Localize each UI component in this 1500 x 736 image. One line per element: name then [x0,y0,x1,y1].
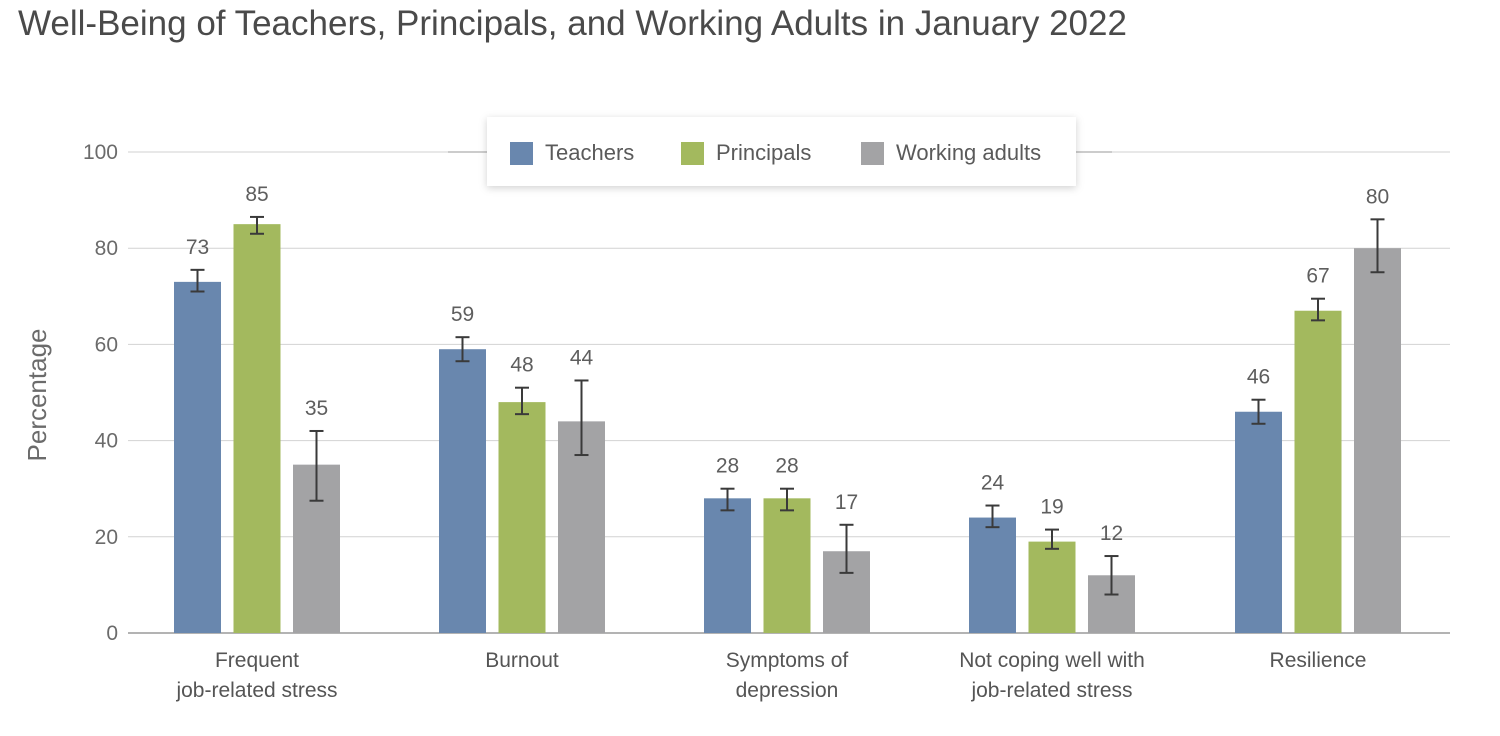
category-label-3: Not coping well with job-related stress [959,649,1145,702]
value-label-teachers-2: 28 [715,454,740,478]
value-label-working-adults-3: 12 [1099,522,1124,546]
value-label-teachers-3: 24 [980,471,1005,495]
y-tick-label-60: 60 [94,333,118,357]
value-label-working-adults-1: 44 [569,346,594,370]
bar-principals-2 [764,498,811,633]
value-label-working-adults-2: 17 [834,490,859,514]
category-label-2: Symptoms of depression [725,649,849,702]
legend-swatch-working-adults [861,142,884,165]
x-axis-category-labels [175,649,1366,702]
bar-teachers-2 [704,498,751,633]
category-label-1: Burnout [485,649,559,672]
value-label-principals-4: 67 [1306,264,1330,288]
chart-title: Well-Being of Teachers, Principals, and Working Adults in January 2022 [18,4,1127,43]
legend-label-working-adults: Working adults [896,140,1042,165]
bar-principals-0 [234,224,281,633]
value-label-working-adults-0: 35 [304,396,329,420]
value-label-principals-0: 85 [245,182,269,206]
bar-principals-4 [1295,311,1342,633]
legend-label-principals: Principals [716,140,812,165]
category-label-0: Frequent job-related stress [176,649,338,702]
value-label-working-adults-4: 80 [1365,185,1390,209]
bar-teachers-0 [174,282,221,633]
y-tick-label-80: 80 [94,237,118,261]
bar-principals-1 [499,402,546,633]
y-axis-ticks [83,141,118,645]
bar-teachers-1 [439,349,486,633]
bars [174,224,1401,633]
value-label-teachers-1: 59 [450,303,475,327]
bar-working-adults-4 [1354,248,1401,633]
y-tick-label-20: 20 [94,525,118,549]
legend-label-teachers: Teachers [545,140,635,165]
value-label-teachers-4: 46 [1246,365,1271,389]
legend [448,117,1112,186]
y-axis-label: Percentage [22,328,52,462]
value-label-principals-1: 48 [510,353,534,377]
y-tick-label-100: 100 [82,141,118,164]
y-tick-label-0: 0 [106,622,118,645]
legend-swatch-teachers [510,142,533,165]
bar-teachers-4 [1235,412,1282,633]
value-label-teachers-0: 73 [185,235,210,259]
category-label-4: Resilience [1269,649,1367,672]
legend-swatch-principals [681,142,704,165]
bar-teachers-3 [969,518,1016,633]
y-tick-label-40: 40 [94,429,118,453]
bar-principals-3 [1029,542,1076,633]
value-label-principals-3: 19 [1040,495,1064,519]
value-label-principals-2: 28 [775,454,799,478]
